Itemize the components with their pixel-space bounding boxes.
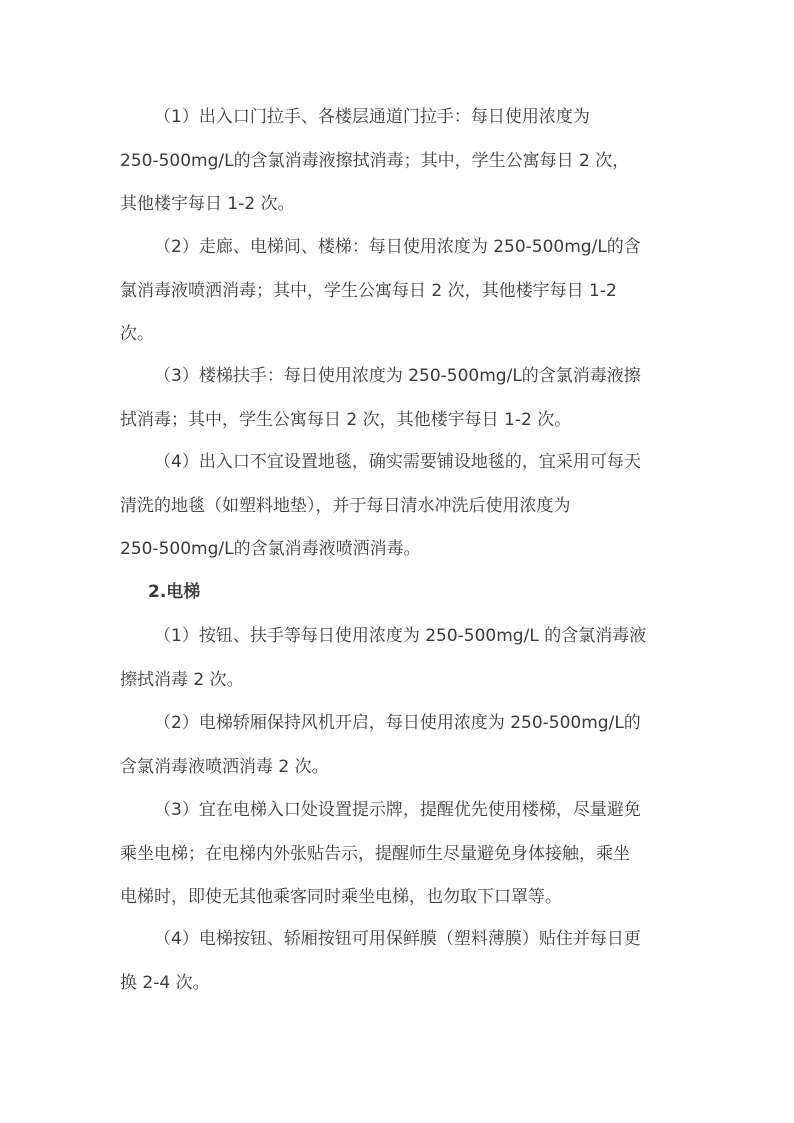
paragraph-carpets	[120, 441, 676, 572]
paragraph-line: 含氯消毒液喷洒消毒 2 次。	[120, 756, 329, 777]
paragraph-corridors	[120, 226, 676, 357]
paragraph-elevator-buttons	[120, 615, 676, 702]
paragraph-elevator-cabin	[120, 702, 676, 789]
paragraph-line: 清洗的地毯（如塑料地垫），并于每日清水冲洗后使用浓度为	[120, 495, 571, 516]
paragraph-line: （1）出入口门拉手、各楼层通道门拉手：每日使用浓度为	[154, 107, 590, 127]
paragraph-line: 擦拭消毒 2 次。	[120, 669, 244, 690]
paragraph-line: （2）走廊、电梯间、楼梯：每日使用浓度为 250-500mg/L的含	[154, 237, 641, 257]
paragraph-line: （2）电梯轿厢保持风机开启，每日使用浓度为 250-500mg/L的	[154, 713, 641, 733]
paragraph-line: （4）电梯按钮、轿厢按钮可用保鲜膜（塑料薄膜）贴住并每日更	[154, 929, 641, 949]
paragraph-line: 250-500mg/L的含氯消毒液喷洒消毒。	[120, 539, 421, 559]
paragraph-line: 氯消毒液喷洒消毒；其中，学生公寓每日 2 次，其他楼宇每日 1-2	[120, 280, 617, 301]
paragraph-line: （3）宜在电梯入口处设置提示牌，提醒优先使用楼梯，尽量避免	[154, 800, 641, 820]
paragraph-line: 乘坐电梯；在电梯内外张贴告示，提醒师生尽量避免身体接触，乘坐	[120, 843, 630, 864]
paragraph-door-handles	[120, 96, 676, 227]
paragraph-line: 次。	[120, 324, 154, 344]
paragraph-line: （4）出入口不宜设置地毯，确实需要铺设地毯的，宜采用可每天	[154, 452, 641, 472]
paragraph-line: （1）按钮、扶手等每日使用浓度为 250-500mg/L 的含氯消毒液	[154, 626, 647, 646]
section-heading-elevator: 2.电梯	[148, 582, 201, 602]
paragraph-line: 拭消毒；其中，学生公寓每日 2 次，其他楼宇每日 1-2 次。	[120, 409, 572, 430]
paragraph-line: 换 2-4 次。	[120, 972, 210, 993]
paragraph-line: 250-500mg/L的含氯消毒液擦拭消毒；其中，学生公寓每日 2 次，	[120, 150, 630, 171]
paragraph-handrails	[120, 355, 676, 442]
paragraph-line: （3）楼梯扶手：每日使用浓度为 250-500mg/L的含氯消毒液擦	[154, 366, 641, 386]
paragraph-elevator-film	[120, 918, 676, 1005]
paragraph-line: 电梯时，即使无其他乘客同时乘坐电梯，也勿取下口罩等。	[120, 887, 562, 907]
paragraph-elevator-signage	[120, 789, 676, 920]
paragraph-line: 其他楼宇每日 1-2 次。	[120, 194, 295, 214]
